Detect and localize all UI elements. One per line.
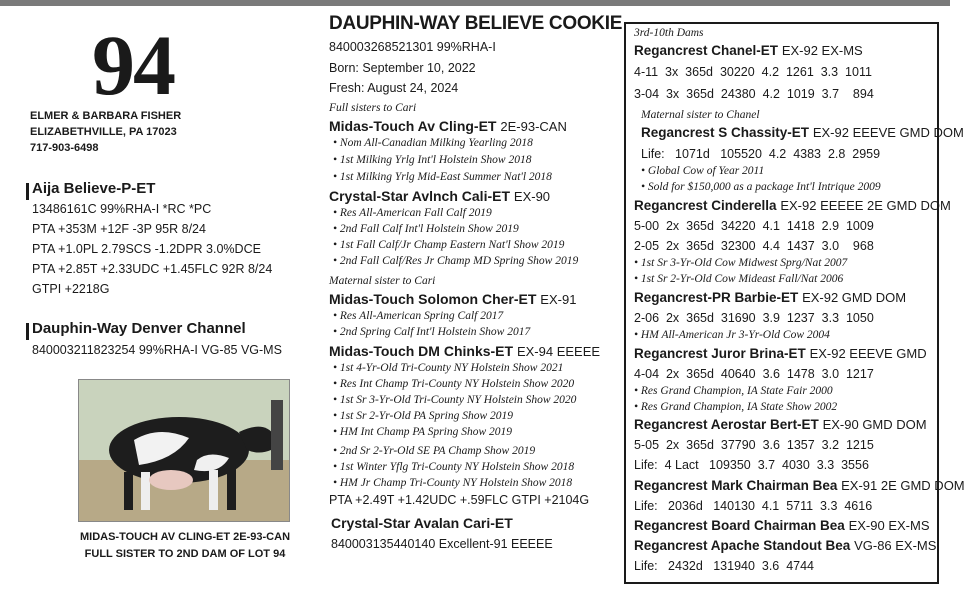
award-text: Res Grand Champion, IA State Show 2002: [640, 401, 838, 413]
award-text: Res All-American Spring Calf 2017: [339, 310, 504, 322]
award-bullet: • 1st Milking Yrlg Int'l Holstein Show 2018: [333, 154, 532, 166]
award-bullet: • 2nd Fall Calf/Res Jr Champ MD Spring Show 2019: [333, 255, 579, 267]
production-record: 2-05 2x 365d 32300 4.4 1437 3.0 968: [634, 239, 874, 253]
award-bullet: • 1st Milking Yrlg Mid-East Summer Nat'l 2018: [333, 171, 552, 183]
cow-name-text: Midas-Touch DM Chinks-ET: [329, 343, 514, 359]
award-bullet: • 1st 4-Yr-Old Tri-County NY Holstein Show 2021: [333, 362, 564, 374]
award-bullet: • 1st Sr 2-Yr-Old Cow Mideast Fall/Nat 2006: [634, 273, 844, 285]
sire-bar: [26, 183, 29, 200]
award-text: 1st Sr 2-Yr-Old Cow Mideast Fall/Nat 2006: [640, 273, 844, 285]
cow-classification: EX-94 EEEEE: [516, 344, 601, 359]
award-bullet: • Res All-American Fall Calf 2019: [333, 207, 492, 219]
award-bullet: • Nom All-Canadian Milking Yearling 2018: [333, 137, 533, 149]
award-bullet: • 1st Sr 3-Yr-Old Cow Midwest Sprg/Nat 2007: [634, 257, 848, 269]
dam-name: [634, 538, 936, 553]
lifetime-record: Life: 1071d 105520 4.2 4383 2.8 2959: [641, 147, 881, 161]
cari-name: Crystal-Star Avalan Cari-ET: [331, 515, 513, 531]
award-text: 2nd Fall Calf Int'l Holstein Show 2019: [339, 223, 519, 235]
dam-name-text: Regancrest Apache Standout Bea: [634, 538, 851, 553]
cow-illustration: [79, 380, 289, 521]
award-text: Global Cow of Year 2011: [647, 165, 765, 177]
lifetime-record: Life: 2036d 140130 4.1 5711 3.3 4616: [634, 499, 873, 513]
lot-number: 94: [92, 17, 174, 113]
section-header: Maternal sister to Chanel: [641, 109, 760, 121]
award-bullet: • Res Grand Champion, IA State Show 2002: [634, 401, 838, 413]
award-bullet: • HM All-American Jr 3-Yr-Old Cow 2004: [634, 329, 830, 341]
sire-line: PTA +2.85T +2.33UDC +1.45FLC 92R 8/24: [32, 262, 273, 276]
dam-name: [634, 417, 927, 432]
production-record: 5-05 2x 365d 37790 3.6 1357 3.2 1215: [634, 438, 874, 452]
dam-name: [634, 478, 965, 493]
section-header: Maternal sister to Cari: [329, 275, 436, 287]
dam-classification: EX-92 EEEVE GMD DOM: [812, 125, 964, 140]
award-bullet: • Sold for $150,000 as a package Int'l Intrique 2009: [641, 181, 881, 193]
section-header: 3rd-10th Dams: [634, 27, 704, 39]
photo-caption-line1: MIDAS-TOUCH AV CLING-ET 2E-93-CAN: [79, 531, 291, 543]
dam-name-text: Regancrest Chanel-ET: [634, 43, 779, 58]
cow-name-text: Midas-Touch Solomon Cher-ET: [329, 291, 537, 307]
award-text: HM All-American Jr 3-Yr-Old Cow 2004: [640, 329, 830, 341]
award-text: 1st Milking Yrlg Mid-East Summer Nat'l 2018: [339, 171, 552, 183]
award-text: 1st Winter Yflg Tri-County NY Holstein Show 2018: [339, 461, 575, 473]
award-text: 1st Sr 2-Yr-Old PA Spring Show 2019: [339, 410, 514, 422]
pta-line: PTA +2.49T +1.42UDC +.59FLC GTPI +2104G: [329, 493, 590, 507]
production-record: 2-06 2x 365d 31690 3.9 1237 3.3 1050: [634, 311, 874, 325]
dam-bar: [26, 323, 29, 340]
production-record: 4-11 3x 365d 30220 4.2 1261 3.3 1011: [634, 65, 872, 79]
cari-line: 840003135440140 Excellent-91 EEEEE: [331, 537, 553, 551]
dam-name-text: Regancrest Mark Chairman Bea: [634, 478, 838, 493]
cow-classification: EX-90: [513, 189, 551, 204]
lot-id: 840003268521301 99%RHA-I: [329, 40, 496, 54]
lot-title: DAUPHIN-WAY BELIEVE COOKIE: [329, 13, 623, 34]
dam-name: [634, 518, 930, 533]
dam-classification: EX-92 EX-MS: [781, 43, 863, 58]
owner-city: ELIZABETHVILLE, PA 17023: [30, 126, 177, 138]
sire-line: GTPI +2218G: [32, 282, 110, 296]
award-text: 1st Sr 3-Yr-Old Tri-County NY Holstein Show 2020: [339, 394, 577, 406]
sire-line: 13486161C 99%RHA-I *RC *PC: [32, 202, 212, 216]
dam-classification: EX-92 EEEEE 2E GMD DOM: [780, 198, 951, 213]
cow-classification: EX-91: [540, 292, 577, 307]
dam-name-text: Regancrest Board Chairman Bea: [634, 518, 845, 533]
dam-classification: EX-92 EEEVE GMD: [809, 346, 927, 361]
award-bullet: • Res Grand Champion, IA State Fair 2000: [634, 385, 833, 397]
sire-line: PTA +353M +12F -3P 95R 8/24: [32, 222, 206, 236]
lifetime-record: Life: 4 Lact 109350 3.7 4030 3.3 3556: [634, 458, 869, 472]
award-bullet: • HM Int Champ PA Spring Show 2019: [333, 426, 512, 438]
award-bullet: • Res All-American Spring Calf 2017: [333, 310, 504, 322]
lot-born: Born: September 10, 2022: [329, 61, 476, 75]
dam-name: [634, 43, 863, 58]
award-bullet: • HM Jr Champ Tri-County NY Holstein Show 2018: [333, 477, 573, 489]
production-record: 4-04 2x 365d 40640 3.6 1478 3.0 1217: [634, 367, 874, 381]
cow-photo: [78, 379, 290, 522]
award-text: Res All-American Fall Calf 2019: [339, 207, 492, 219]
top-rule: [0, 0, 950, 6]
sire-line: PTA +1.0PL 2.79SCS -1.2DPR 3.0%DCE: [32, 242, 261, 256]
production-record: 3-04 3x 365d 24380 4.2 1019 3.7 894: [634, 87, 874, 101]
award-text: 2nd Sr 2-Yr-Old SE PA Champ Show 2019: [339, 445, 536, 457]
award-bullet: • 1st Sr 2-Yr-Old PA Spring Show 2019: [333, 410, 514, 422]
cow-classification: 2E-93-CAN: [500, 119, 567, 134]
dam-name-text: Regancrest Cinderella: [634, 198, 777, 213]
lifetime-record: Life: 2432d 131940 3.6 4744: [634, 559, 815, 573]
award-text: 2nd Spring Calf Int'l Holstein Show 2017: [339, 326, 531, 338]
award-bullet: • 1st Winter Yflg Tri-County NY Holstein Show 2018: [333, 461, 575, 473]
award-bullet: • 1st Fall Calf/Jr Champ Eastern Nat'l Show 2019: [333, 239, 565, 251]
dam-name: Dauphin-Way Denver Channel: [32, 320, 246, 337]
production-record: 5-00 2x 365d 34220 4.1 1418 2.9 1009: [634, 219, 874, 233]
owner-name: ELMER & BARBARA FISHER: [30, 110, 182, 122]
cow-name: [329, 291, 576, 307]
dam-name-text: Regancrest-PR Barbie-ET: [634, 290, 799, 305]
owner-phone: 717-903-6498: [30, 142, 99, 154]
dam-line: 840003211823254 99%RHA-I VG-85 VG-MS: [32, 343, 282, 357]
award-text: 1st 4-Yr-Old Tri-County NY Holstein Show 2021: [339, 362, 564, 374]
dam-classification: EX-90 GMD DOM: [822, 417, 927, 432]
award-text: 1st Fall Calf/Jr Champ Eastern Nat'l Show 2019: [339, 239, 565, 251]
award-text: 1st Sr 3-Yr-Old Cow Midwest Sprg/Nat 2007: [640, 257, 848, 269]
award-text: Nom All-Canadian Milking Yearling 2018: [339, 137, 533, 149]
dam-name: [634, 198, 951, 213]
dam-classification: EX-90 EX-MS: [848, 518, 930, 533]
award-bullet: • 2nd Spring Calf Int'l Holstein Show 2017: [333, 326, 531, 338]
cow-name-text: Midas-Touch Av Cling-ET: [329, 118, 497, 134]
cow-name-text: Crystal-Star Avlnch Cali-ET: [329, 188, 511, 204]
award-bullet: • Res Int Champ Tri-County NY Holstein Show 2020: [333, 378, 575, 390]
award-text: Res Int Champ Tri-County NY Holstein Show 2020: [339, 378, 575, 390]
photo-caption-line2: FULL SISTER TO 2ND DAM OF LOT 94: [84, 548, 286, 560]
award-bullet: • 1st Sr 3-Yr-Old Tri-County NY Holstein Show 2020: [333, 394, 577, 406]
award-text: 2nd Fall Calf/Res Jr Champ MD Spring Show 2019: [339, 255, 579, 267]
award-bullet: • 2nd Fall Calf Int'l Holstein Show 2019: [333, 223, 519, 235]
award-text: HM Jr Champ Tri-County NY Holstein Show 2018: [339, 477, 573, 489]
dam-name: [641, 125, 964, 140]
sire-name: Aija Believe-P-ET: [32, 180, 156, 197]
award-text: Res Grand Champion, IA State Fair 2000: [640, 385, 833, 397]
cow-name: [329, 118, 567, 134]
dam-classification: EX-91 2E GMD DOM: [841, 478, 965, 493]
dam-name-text: Regancrest Juror Brina-ET: [634, 346, 806, 361]
dam-name-text: Regancrest S Chassity-ET: [641, 125, 810, 140]
award-text: 1st Milking Yrlg Int'l Holstein Show 2018: [339, 154, 532, 166]
lot-fresh: Fresh: August 24, 2024: [329, 81, 459, 95]
award-bullet: • Global Cow of Year 2011: [641, 165, 765, 177]
dam-name-text: Regancrest Aerostar Bert-ET: [634, 417, 819, 432]
cow-name: [329, 188, 550, 204]
award-text: HM Int Champ PA Spring Show 2019: [339, 426, 512, 438]
dam-name: [634, 346, 927, 361]
dam-name: [634, 290, 906, 305]
section-header: Full sisters to Cari: [329, 102, 417, 114]
award-text: Sold for $150,000 as a package Int'l Intrique 2009: [647, 181, 881, 193]
award-bullet: • 2nd Sr 2-Yr-Old SE PA Champ Show 2019: [333, 445, 536, 457]
cow-name: [329, 343, 600, 359]
dam-classification: EX-92 GMD DOM: [802, 290, 907, 305]
dam-classification: VG-86 EX-MS: [854, 538, 937, 553]
